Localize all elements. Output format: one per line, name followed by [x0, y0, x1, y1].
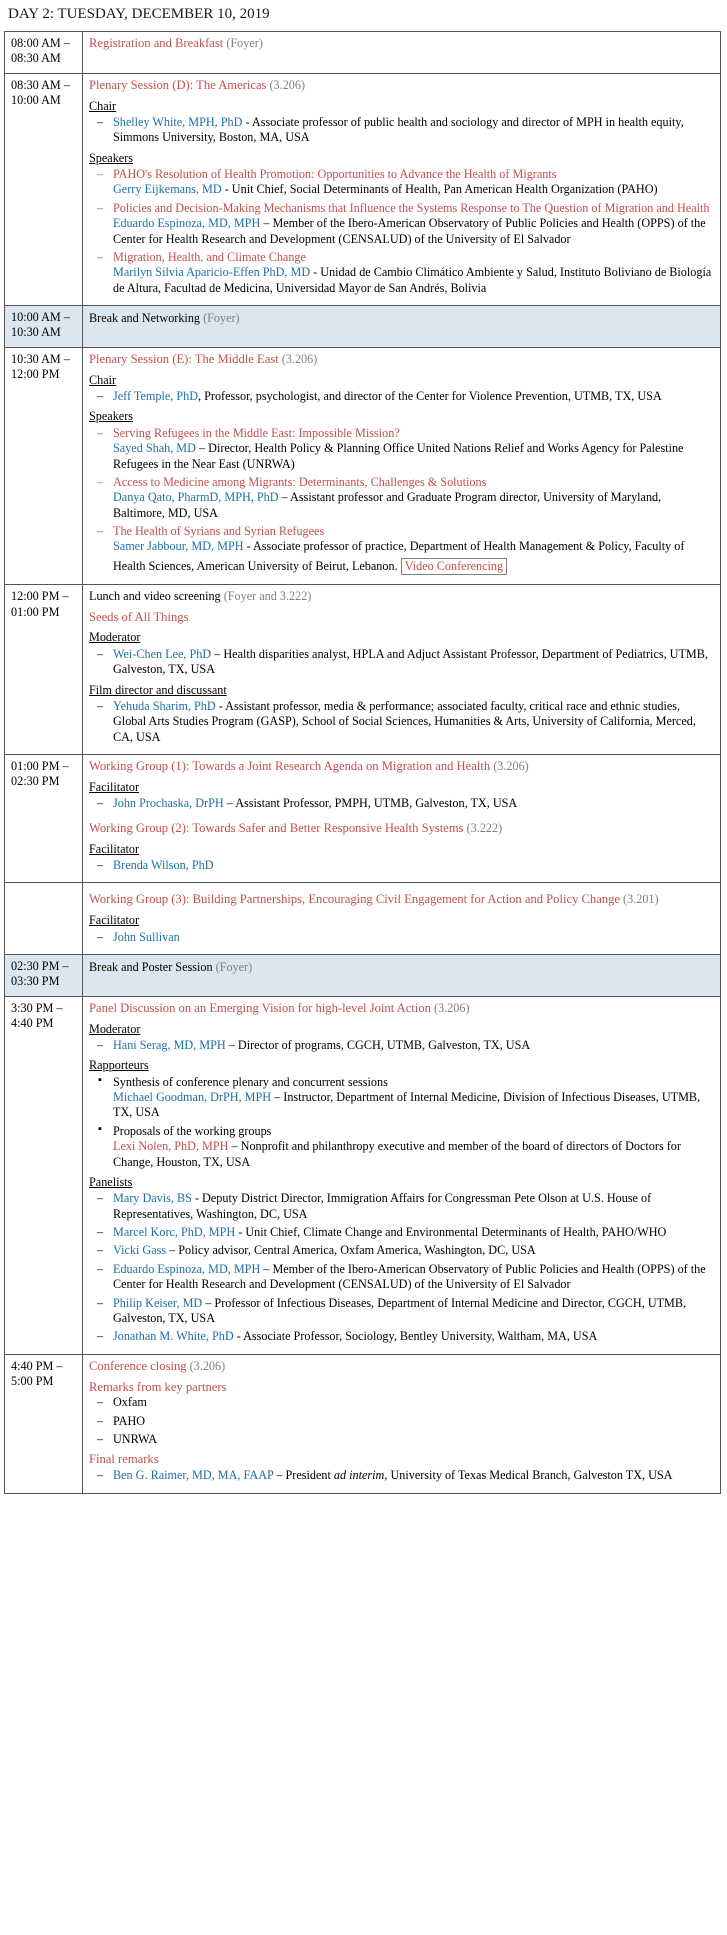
- partners-list: [95, 1395, 714, 1447]
- person-detail: - Associate professor of practice, Department of Health Management & Policy, Faculty of Health Sciences, American University of Beirut, Lebanon.: [113, 539, 685, 573]
- session-title: Panel Discussion on an Emerging Vision for high-level Joint Action: [89, 1000, 431, 1015]
- list-item: – Oxfam: [95, 1395, 714, 1410]
- session-cell: [83, 347, 721, 584]
- talk-title: – PAHO's Resolution of Health Promotion: Opportunities to Advance the Health of Migrants: [113, 167, 557, 182]
- director-label: Film director and discussant: [89, 682, 227, 697]
- person-detail: – Health disparities analyst, HPLA and Adjuct Assistant Professor, Department of Pediatrics, UTMB, Galveston, TX, USA: [113, 646, 708, 677]
- director-list: [95, 699, 714, 745]
- person-name: Vicki Gass: [113, 1243, 167, 1258]
- person-detail: – Director, Health Policy & Planning Office United Nations Relief and Works Agency for Palestine Refugees in the Near East (UNRWA): [113, 441, 684, 471]
- person-detail: - Deputy District Director, Immigration Affairs for Congressman Pete Olson at U.S. House of Representatives, Washington, DC, USA: [113, 1191, 652, 1221]
- list-item: [95, 1296, 714, 1327]
- session-cell: [83, 883, 721, 955]
- list-item: [95, 201, 714, 247]
- moderator-label: Moderator: [89, 1021, 141, 1036]
- panelists-label: Panelists: [89, 1174, 133, 1189]
- person-name: Eduardo Espinoza, MD, MPH: [113, 216, 261, 231]
- person-detail: – Assistant Professor, PMPH, UTMB, Galveston, TX, USA: [223, 796, 518, 811]
- table-row: [5, 32, 721, 74]
- time-cell: 12:00 PM – 01:00 PM: [5, 585, 83, 755]
- person-name: Lexi Nolen, PhD, MPH: [113, 1139, 229, 1154]
- session-cell: [83, 1354, 721, 1493]
- speakers-list: [95, 426, 714, 575]
- person-name: Eduardo Espinoza, MD, MPH: [113, 1261, 261, 1276]
- list-item: [95, 475, 714, 521]
- facilitator-list: [95, 858, 714, 873]
- working-group-room: (3.201): [623, 892, 659, 907]
- session-room: (Foyer and 3.222): [223, 589, 312, 604]
- final-remarks-label: Final remarks: [89, 1452, 159, 1467]
- session-cell: [83, 73, 721, 305]
- session-cell: [83, 585, 721, 755]
- table-row: [5, 954, 721, 996]
- remarks-label: Remarks from key partners: [89, 1379, 227, 1394]
- person-name: Jonathan M. White, PhD: [113, 1329, 234, 1344]
- person-name: Philip Keiser, MD: [113, 1295, 203, 1310]
- person-name: Yehuda Sharim, PhD: [113, 698, 216, 713]
- facilitator-label: Facilitator: [89, 779, 140, 794]
- person-detail: – Nonprofit and philanthropy executive and member of the board of directors of Doctors for Change, Houston, TX, USA: [113, 1139, 681, 1169]
- list-item: [95, 1329, 714, 1344]
- list-item: [95, 1124, 714, 1170]
- speakers-label: Speakers: [89, 150, 133, 165]
- table-row: [5, 996, 721, 1354]
- session-room: (3.206): [189, 1358, 226, 1373]
- time-cell: 02:30 PM – 03:30 PM: [5, 954, 83, 996]
- person-name: Shelley White, MPH, PhD: [113, 114, 243, 129]
- talk-title: – Access to Medicine among Migrants: Determinants, Challenges & Solutions: [113, 474, 487, 489]
- list-item: [95, 930, 714, 945]
- session-room: (3.206): [433, 1000, 470, 1015]
- person-detail: – Professor of Infectious Diseases, Department of Internal Medicine and Director, CGCH, UTMB, Galveston, TX, USA: [113, 1295, 687, 1325]
- table-row: [5, 883, 721, 955]
- working-group-title: Working Group (1): Towards a Joint Research Agenda on Migration and Health: [89, 759, 491, 774]
- session-cell: [83, 306, 721, 348]
- time-cell: 10:00 AM – 10:30 AM: [5, 306, 83, 348]
- talk-title: – Policies and Decision-Making Mechanisms that Influence the Systems Response to The Question of Migration and Health: [113, 200, 710, 215]
- list-item: [95, 167, 714, 198]
- time-cell: 3:30 PM – 4:40 PM: [5, 996, 83, 1354]
- person-name: Michael Goodman, DrPH, MPH: [113, 1090, 272, 1105]
- moderator-list: [95, 647, 714, 678]
- list-item: [95, 1225, 714, 1240]
- session-room: (3.206): [281, 351, 318, 366]
- speakers-list: [95, 167, 714, 296]
- table-row: [5, 755, 721, 883]
- rapporteurs-list: [95, 1075, 714, 1170]
- session-title: Plenary Session (E): The Middle East: [89, 351, 279, 366]
- working-group-room: (3.222): [466, 820, 503, 835]
- person-name: John Prochaska, DrPH: [113, 796, 224, 811]
- person-detail: – Instructor, Department of Internal Medicine, Division of Infectious Diseases, UTMB, TX, USA: [113, 1090, 701, 1120]
- person-name: Gerry Eijkemans, MD: [113, 182, 222, 197]
- session-room: (Foyer): [215, 959, 253, 974]
- table-row: [5, 73, 721, 305]
- list-item: [95, 115, 714, 146]
- list-item: [95, 426, 714, 472]
- session-title: Plenary Session (D): The Americas: [89, 77, 267, 92]
- person-name: Brenda Wilson, PhD: [113, 857, 214, 872]
- person-detail-pre: – President: [273, 1468, 334, 1483]
- person-name: Hani Serag, MD, MPH: [113, 1037, 226, 1052]
- chair-label: Chair: [89, 98, 117, 113]
- person-detail: - Unit Chief, Social Determinants of Health, Pan American Health Organization (PAHO): [221, 182, 658, 197]
- person-detail: , Professor, psychologist, and director of the Center for Violence Prevention, UTMB, TX, USA: [198, 389, 662, 404]
- session-title: Break and Networking: [89, 311, 201, 326]
- person-detail: - Unidad de Cambio Climático Ambiente y Salud, Instituto Boliviano de Biología de Altura, Facultad de Medicina, Universidad Mayor de San Andrés, Bolivia: [113, 265, 712, 295]
- session-room: (Foyer): [203, 311, 240, 326]
- session-cell: [83, 954, 721, 996]
- person-detail-italic: ad interim: [333, 1468, 385, 1483]
- session-cell: [83, 755, 721, 883]
- session-title: Conference closing: [89, 1358, 187, 1373]
- speakers-label: Speakers: [89, 409, 133, 424]
- person-name: Wei-Chen Lee, PhD: [113, 646, 212, 661]
- list-item: [95, 647, 714, 678]
- time-cell: 08:30 AM – 10:00 AM: [5, 73, 83, 305]
- working-group-room: (3.206): [493, 759, 529, 774]
- facilitator-list: [95, 796, 714, 811]
- moderator-label: Moderator: [89, 630, 141, 645]
- person-name: John Sullivan: [113, 929, 180, 944]
- list-item: [95, 796, 714, 811]
- person-detail: - Unit Chief, Climate Change and Environmental Determinants of Health, PAHO/WHO: [235, 1225, 667, 1240]
- list-item: [95, 1468, 714, 1483]
- table-row: [5, 585, 721, 755]
- chair-list: [95, 389, 714, 404]
- session-room: (Foyer): [226, 36, 263, 50]
- schedule-table: [4, 31, 721, 1494]
- session-cell: [83, 996, 721, 1354]
- list-item: [95, 1191, 714, 1222]
- facilitator-list: [95, 930, 714, 945]
- session-title: Lunch and video screening: [89, 589, 221, 604]
- person-name: Samer Jabbour, MD, MPH: [113, 539, 244, 554]
- video-conferencing-badge: Video Conferencing: [401, 558, 507, 575]
- time-cell: 10:30 AM – 12:00 PM: [5, 347, 83, 584]
- list-item: [95, 1075, 714, 1121]
- person-name: Jeff Temple, PhD: [113, 389, 199, 404]
- film-title: Seeds of All Things: [89, 609, 189, 624]
- session-room: (3.206): [269, 77, 306, 92]
- person-detail: – Director of programs, CGCH, UTMB, Galveston, TX, USA: [225, 1037, 531, 1052]
- panelists-list: [95, 1191, 714, 1344]
- list-item: [95, 1038, 714, 1053]
- list-item: [95, 389, 714, 404]
- list-item: [95, 1243, 714, 1258]
- list-item: – UNRWA: [95, 1432, 714, 1447]
- page-title: DAY 2: TUESDAY, DECEMBER 10, 2019: [8, 6, 270, 22]
- person-name: Ben G. Raimer, MD, MA, FAAP: [113, 1468, 274, 1483]
- person-name: Marilyn Silvia Aparicio-Effen PhD, MD: [113, 265, 311, 280]
- final-remarks-list: [95, 1468, 714, 1483]
- rapporteurs-label: Rapporteurs: [89, 1058, 149, 1073]
- chair-list: [95, 115, 714, 146]
- talk-title: – The Health of Syrians and Syrian Refugees: [113, 524, 325, 539]
- person-detail: – Assistant professor and Graduate Program director, University of Maryland, Baltimore, MD, USA: [113, 490, 662, 520]
- person-detail: – Policy advisor, Central America, Oxfam America, Washington, DC, USA: [166, 1243, 536, 1258]
- table-row: [5, 347, 721, 584]
- person-detail: - Associate professor of public health and sociology and director of MPH in health equity, Simmons University, Boston, MA, USA: [113, 114, 684, 145]
- facilitator-label: Facilitator: [89, 841, 140, 856]
- moderator-list: [95, 1038, 714, 1053]
- time-cell: 01:00 PM – 02:30 PM: [5, 755, 83, 883]
- person-detail: – Member of the Ibero-American Observatory of Public Policies and Health (OPPS) of the Center for Health Research and Development (CENSALUD) of the University of El Salvador: [113, 1261, 706, 1292]
- chair-label: Chair: [89, 372, 117, 387]
- rapporteur-topic: ▪ Proposals of the working groups: [113, 1123, 272, 1138]
- talk-title: – Serving Refugees in the Middle East: Impossible Mission?: [113, 425, 400, 440]
- person-detail: - Associate Professor, Sociology, Bentley University, Waltham, MA, USA: [233, 1329, 598, 1344]
- time-cell: 4:40 PM – 5:00 PM: [5, 1354, 83, 1493]
- talk-title: – Migration, Health, and Climate Change: [113, 249, 306, 264]
- list-item: – PAHO: [95, 1414, 714, 1429]
- rapporteur-topic: ▪ Synthesis of conference plenary and concurrent sessions: [113, 1074, 388, 1089]
- person-detail-post: , University of Texas Medical Branch, Galveston TX, USA: [384, 1468, 673, 1483]
- table-row: [5, 1354, 721, 1493]
- person-name: Marcel Korc, PhD, MPH: [113, 1225, 236, 1240]
- working-group-title: Working Group (2): Towards Safer and Better Responsive Health Systems: [89, 820, 464, 835]
- working-group-title: Working Group (3): Building Partnerships, Encouraging Civil Engagement for Action and Policy Change: [89, 892, 620, 907]
- person-name: Mary Davis, BS: [113, 1191, 192, 1206]
- facilitator-label: Facilitator: [89, 913, 140, 928]
- person-name: Danya Qato, PharmD, MPH, PhD: [113, 490, 279, 505]
- session-title: Registration and Breakfast: [89, 36, 224, 50]
- person-detail: – Member of the Ibero-American Observatory of Public Policies and Health (OPPS) of the Center for Health Research and Development (CENSALUD) of the University of El Salvador: [113, 216, 706, 246]
- person-detail: - Assistant professor, media & performance; associated faculty, critical race and ethnic studies, Global Arts Studies Program (GASP), School of Social Sciences, Humanities & Arts, University of California, Merced, CA, USA: [113, 698, 696, 744]
- list-item: [95, 858, 714, 873]
- list-item: [95, 524, 714, 575]
- list-item: [95, 250, 714, 296]
- person-name: Sayed Shah, MD: [113, 441, 196, 456]
- list-item: [95, 699, 714, 745]
- time-cell: 08:00 AM – 08:30 AM: [5, 32, 83, 74]
- session-title: Break and Poster Session: [89, 959, 213, 974]
- list-item: [95, 1262, 714, 1293]
- session-cell: [83, 32, 721, 74]
- time-cell: [5, 883, 83, 955]
- table-row: [5, 306, 721, 348]
